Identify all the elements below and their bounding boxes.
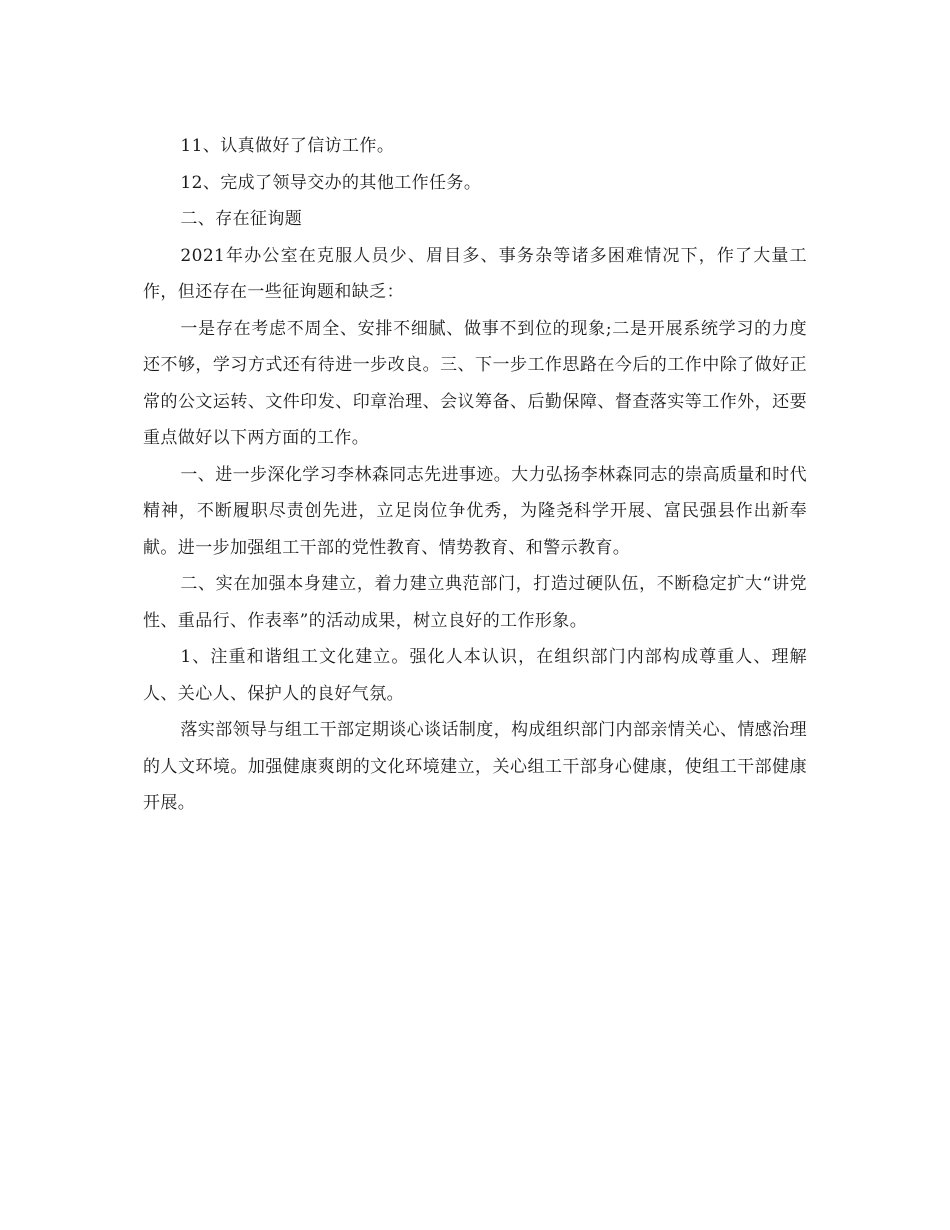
paragraph-item-12: 12、完成了领导交办的其他工作任务。 (180, 172, 482, 193)
paragraph-culture: 1、注重和谐组工文化建立。强化人本认识，在组织部门内部构成尊重人、理解人、关心人、保护人的良好气氛。 (143, 647, 807, 704)
document-body (143, 128, 807, 822)
paragraph-self-building: 二、实在加强本身建立，着力建立典范部门，打造过硬队伍，不断稳定扩大“讲党性、重品行、作表率”的活动成果，树立良好的工作形象。 (143, 574, 807, 631)
paragraph-talk-system: 落实部领导与组工干部定期谈心谈话制度，构成组织部门内部亲情关心、情感治理的人文环境。加强健康爽朗的文化环境建立，关心组工干部身心健康，使组工干部健康开展。 (143, 720, 807, 813)
paragraph-item-11: 11、认真做好了信访工作。 (180, 136, 395, 156)
paragraph-learning: 一、进一步深化学习李林森同志先进事迹。大力弘扬李林森同志的崇高质量和时代精神，不断履职尽责创先进，立足岗位争优秀，为隆尧科学开展、富民强县作出新奉献。进一步加强组工干部的党性教育、情势教育、和警示教育。 (143, 464, 807, 558)
paragraph-summary: 2021年办公室在克服人员少、眉目多、事务杂等诸多困难情况下，作了大量工作，但还存在一些征询题和缺乏： (143, 245, 807, 302)
section-heading-problems: 二、存在征询题 (180, 209, 303, 229)
paragraph-issues-and-plan: 一是存在考虑不周全、安排不细腻、做事不到位的现象;二是开展系统学习的力度还不够，学习方式还有待进一步改良。三、下一步工作思路在今后的工作中除了做好正常的公文运转、文件印发、印章治理、会议筹备、后勤保障、督查落实等工作外，还要重点做好以下两方面的工作。 (143, 318, 807, 448)
